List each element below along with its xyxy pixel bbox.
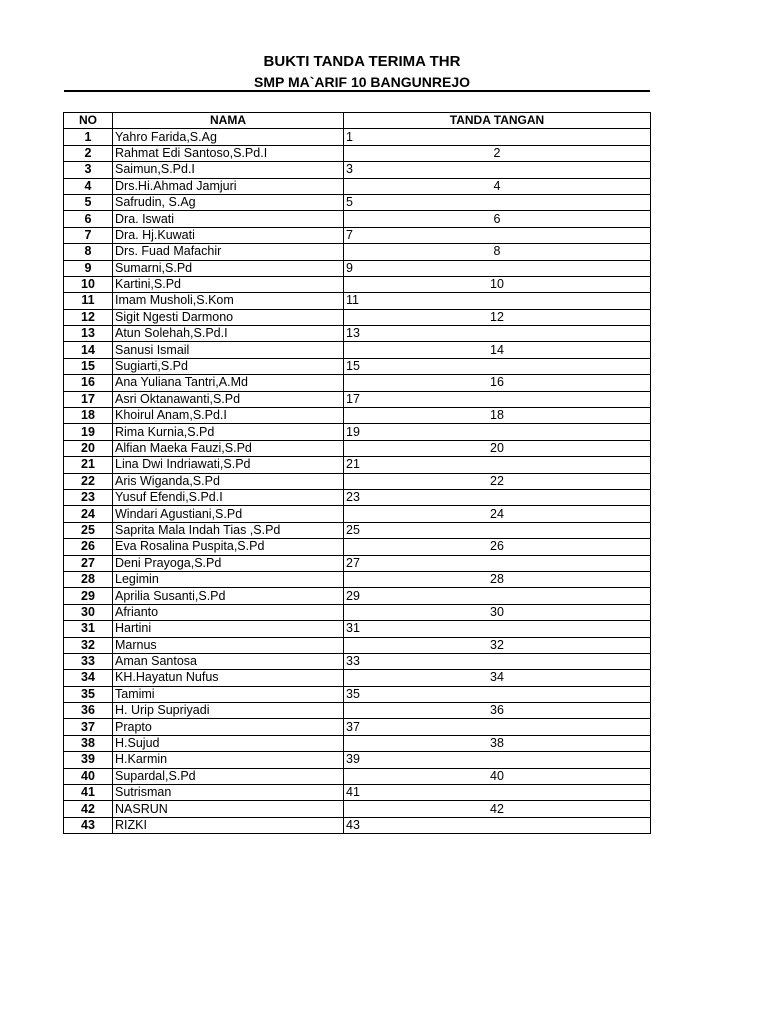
signature-cell: 13 (344, 326, 651, 342)
header-divider (64, 90, 650, 92)
row-number: 10 (64, 276, 113, 292)
row-number: 1 (64, 129, 113, 145)
table-row (64, 424, 651, 440)
row-number: 31 (64, 621, 113, 637)
signature-cell: 21 (344, 457, 651, 473)
table-row (64, 670, 651, 686)
row-number: 27 (64, 555, 113, 571)
table-row (64, 522, 651, 538)
row-name: Sigit Ngesti Darmono (113, 309, 344, 325)
signature-cell: 28 (344, 571, 651, 587)
row-name: Yahro Farida,S.Ag (113, 129, 344, 145)
row-name: Saimun,S.Pd.I (113, 162, 344, 178)
row-number: 8 (64, 244, 113, 260)
row-name: Rima Kurnia,S.Pd (113, 424, 344, 440)
row-name: Windari Agustiani,S.Pd (113, 506, 344, 522)
row-name: Tamimi (113, 686, 344, 702)
table-row (64, 768, 651, 784)
signature-cell: 19 (344, 424, 651, 440)
row-number: 5 (64, 194, 113, 210)
signature-cell: 42 (344, 801, 651, 817)
row-number: 9 (64, 260, 113, 276)
signature-cell: 2 (344, 145, 651, 161)
row-name: Sugiarti,S.Pd (113, 358, 344, 374)
row-number: 7 (64, 227, 113, 243)
row-name: Dra. Hj.Kuwati (113, 227, 344, 243)
row-name: Deni Prayoga,S.Pd (113, 555, 344, 571)
table-row (64, 588, 651, 604)
table-row (64, 604, 651, 620)
signature-cell: 29 (344, 588, 651, 604)
signature-cell: 41 (344, 785, 651, 801)
document-header (64, 52, 650, 92)
row-number: 11 (64, 293, 113, 309)
signature-cell: 32 (344, 637, 651, 653)
table-row (64, 801, 651, 817)
row-name: Safrudin, S.Ag (113, 194, 344, 210)
row-number: 24 (64, 506, 113, 522)
table-row (64, 391, 651, 407)
table-row (64, 473, 651, 489)
row-name: Supardal,S.Pd (113, 768, 344, 784)
table-row (64, 653, 651, 669)
signature-cell: 7 (344, 227, 651, 243)
table-row (64, 358, 651, 374)
table-row (64, 817, 651, 833)
row-name: Alfian Maeka Fauzi,S.Pd (113, 440, 344, 456)
row-number: 12 (64, 309, 113, 325)
table-row (64, 637, 651, 653)
table-row (64, 244, 651, 260)
row-number: 26 (64, 539, 113, 555)
table-row (64, 457, 651, 473)
row-name: Aprilia Susanti,S.Pd (113, 588, 344, 604)
row-number: 36 (64, 703, 113, 719)
row-name: H.Sujud (113, 735, 344, 751)
row-name: Saprita Mala Indah Tias ,S.Pd (113, 522, 344, 538)
row-number: 23 (64, 489, 113, 505)
row-name: Legimin (113, 571, 344, 587)
row-number: 25 (64, 522, 113, 538)
row-number: 16 (64, 375, 113, 391)
signature-cell: 12 (344, 309, 651, 325)
row-name: Hartini (113, 621, 344, 637)
row-number: 42 (64, 801, 113, 817)
table-row (64, 309, 651, 325)
row-number: 39 (64, 752, 113, 768)
table-row (64, 227, 651, 243)
row-number: 38 (64, 735, 113, 751)
signature-cell: 25 (344, 522, 651, 538)
row-number: 15 (64, 358, 113, 374)
column-header-nama: NAMA (113, 113, 344, 129)
row-number: 28 (64, 571, 113, 587)
table-header-row (64, 113, 651, 129)
row-number: 32 (64, 637, 113, 653)
row-number: 37 (64, 719, 113, 735)
signature-cell: 43 (344, 817, 651, 833)
row-name: Dra. Iswati (113, 211, 344, 227)
signature-cell: 33 (344, 653, 651, 669)
row-name: Rahmat Edi Santoso,S.Pd.I (113, 145, 344, 161)
signature-cell: 40 (344, 768, 651, 784)
row-name: Drs.Hi.Ahmad Jamjuri (113, 178, 344, 194)
row-name: Sutrisman (113, 785, 344, 801)
row-number: 6 (64, 211, 113, 227)
table-row (64, 506, 651, 522)
signature-cell: 34 (344, 670, 651, 686)
row-number: 40 (64, 768, 113, 784)
signature-cell: 18 (344, 408, 651, 424)
row-number: 41 (64, 785, 113, 801)
row-name: Prapto (113, 719, 344, 735)
signature-cell: 14 (344, 342, 651, 358)
row-name: Khoirul Anam,S.Pd.I (113, 408, 344, 424)
row-number: 13 (64, 326, 113, 342)
row-number: 14 (64, 342, 113, 358)
table-row (64, 375, 651, 391)
table-row (64, 703, 651, 719)
signature-cell: 20 (344, 440, 651, 456)
table-row (64, 129, 651, 145)
signature-cell: 1 (344, 129, 651, 145)
table-row (64, 408, 651, 424)
signature-cell: 24 (344, 506, 651, 522)
table-row (64, 326, 651, 342)
table-row (64, 194, 651, 210)
row-number: 19 (64, 424, 113, 440)
row-number: 4 (64, 178, 113, 194)
row-name: Lina Dwi Indriawati,S.Pd (113, 457, 344, 473)
row-name: Sanusi Ismail (113, 342, 344, 358)
document-subtitle: SMP MA`ARIF 10 BANGUNREJO (254, 74, 470, 90)
column-header-tanda-tangan: TANDA TANGAN (344, 113, 651, 129)
row-number: 35 (64, 686, 113, 702)
row-number: 17 (64, 391, 113, 407)
table-row (64, 719, 651, 735)
table-row (64, 555, 651, 571)
table-row (64, 621, 651, 637)
row-number: 29 (64, 588, 113, 604)
row-number: 22 (64, 473, 113, 489)
signature-cell: 16 (344, 375, 651, 391)
signature-cell: 23 (344, 489, 651, 505)
row-name: Sumarni,S.Pd (113, 260, 344, 276)
row-name: Yusuf Efendi,S.Pd.I (113, 489, 344, 505)
row-name: Aris Wiganda,S.Pd (113, 473, 344, 489)
table-row (64, 752, 651, 768)
table-row (64, 342, 651, 358)
signature-cell: 27 (344, 555, 651, 571)
row-number: 2 (64, 145, 113, 161)
signature-cell: 31 (344, 621, 651, 637)
receipt-table (63, 112, 651, 834)
table-row (64, 293, 651, 309)
signature-cell: 26 (344, 539, 651, 555)
table-row (64, 785, 651, 801)
signature-cell: 38 (344, 735, 651, 751)
table-row (64, 178, 651, 194)
row-name: Marnus (113, 637, 344, 653)
row-name: Drs. Fuad Mafachir (113, 244, 344, 260)
row-name: Afrianto (113, 604, 344, 620)
signature-cell: 9 (344, 260, 651, 276)
row-name: Ana Yuliana Tantri,A.Md (113, 375, 344, 391)
table-row (64, 440, 651, 456)
signature-cell: 6 (344, 211, 651, 227)
signature-cell: 11 (344, 293, 651, 309)
row-name: NASRUN (113, 801, 344, 817)
table-row (64, 276, 651, 292)
row-name: KH.Hayatun Nufus (113, 670, 344, 686)
signature-cell: 15 (344, 358, 651, 374)
row-name: RIZKI (113, 817, 344, 833)
table-row (64, 211, 651, 227)
row-number: 3 (64, 162, 113, 178)
signature-cell: 35 (344, 686, 651, 702)
row-number: 20 (64, 440, 113, 456)
signature-cell: 5 (344, 194, 651, 210)
row-number: 21 (64, 457, 113, 473)
row-number: 33 (64, 653, 113, 669)
table-row (64, 571, 651, 587)
row-number: 18 (64, 408, 113, 424)
row-name: Aman Santosa (113, 653, 344, 669)
signature-cell: 3 (344, 162, 651, 178)
table-row (64, 162, 651, 178)
table-row (64, 260, 651, 276)
document-title: BUKTI TANDA TERIMA THR (263, 53, 461, 70)
table-row (64, 686, 651, 702)
row-name: Imam Musholi,S.Kom (113, 293, 344, 309)
signature-cell: 39 (344, 752, 651, 768)
column-header-no: NO (64, 113, 113, 129)
signature-cell: 17 (344, 391, 651, 407)
signature-cell: 10 (344, 276, 651, 292)
table-row (64, 145, 651, 161)
row-name: H. Urip Supriyadi (113, 703, 344, 719)
table-row (64, 489, 651, 505)
row-number: 30 (64, 604, 113, 620)
row-number: 43 (64, 817, 113, 833)
row-name: Atun Solehah,S.Pd.I (113, 326, 344, 342)
row-name: Kartini,S.Pd (113, 276, 344, 292)
signature-cell: 22 (344, 473, 651, 489)
signature-cell: 36 (344, 703, 651, 719)
row-name: Eva Rosalina Puspita,S.Pd (113, 539, 344, 555)
table-row (64, 539, 651, 555)
row-number: 34 (64, 670, 113, 686)
signature-cell: 37 (344, 719, 651, 735)
table-body (64, 129, 651, 834)
table-row (64, 735, 651, 751)
row-name: Asri Oktanawanti,S.Pd (113, 391, 344, 407)
signature-cell: 30 (344, 604, 651, 620)
row-name: H.Karmin (113, 752, 344, 768)
signature-cell: 4 (344, 178, 651, 194)
signature-cell: 8 (344, 244, 651, 260)
